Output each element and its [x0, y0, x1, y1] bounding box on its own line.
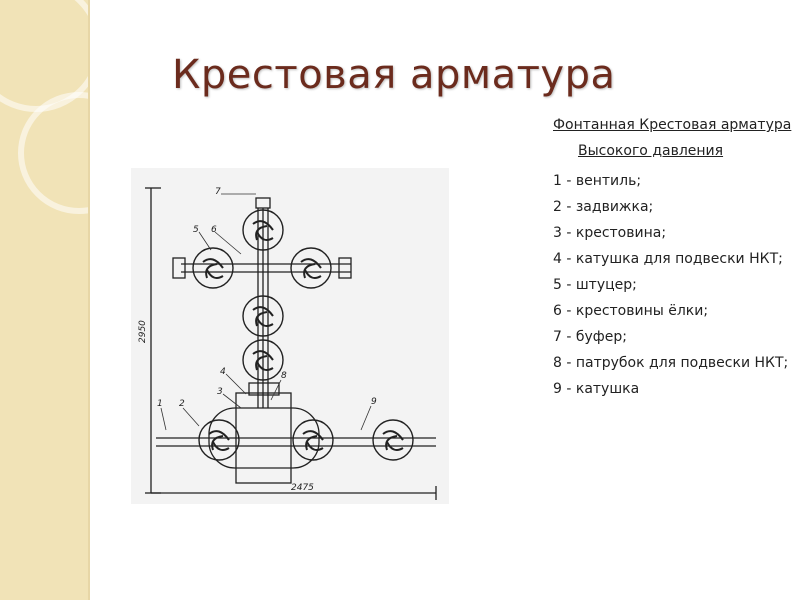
legend-item: 2 - задвижка; [553, 199, 654, 215]
callout-3: 3 [217, 387, 223, 397]
callout-8: 8 [281, 371, 287, 381]
wellhead-drawing [131, 168, 449, 504]
legend-item: 4 - катушка для подвески НКТ; [553, 251, 783, 267]
callout-9: 9 [371, 397, 377, 407]
callout-1: 1 [157, 399, 163, 409]
callout-6: 6 [211, 225, 217, 235]
wellhead-schematic [131, 168, 449, 504]
slide-title: Крестовая арматура [172, 52, 616, 98]
callout-5: 5 [193, 225, 199, 235]
legend-item: 3 - крестовина; [553, 225, 667, 241]
legend-list [553, 112, 793, 402]
callout-7: 7 [215, 187, 221, 197]
callout-4: 4 [220, 367, 226, 377]
legend-item: 9 - катушка [553, 381, 640, 397]
legend-item: 7 - буфер; [553, 329, 627, 345]
decorative-side-band [0, 0, 90, 600]
dimension-height: 2950 [138, 320, 148, 343]
legend-item: 5 - штуцер; [553, 277, 637, 293]
legend-heading: Фонтанная Крестовая арматура Высокого давления [553, 117, 792, 159]
legend-item: 1 - вентиль; [553, 173, 642, 189]
callout-2: 2 [179, 399, 185, 409]
dimension-width: 2475 [291, 483, 314, 493]
legend-item: 6 - крестовины ёлки; [553, 303, 709, 319]
legend-item: 8 - патрубок для подвески НКТ; [553, 355, 789, 371]
